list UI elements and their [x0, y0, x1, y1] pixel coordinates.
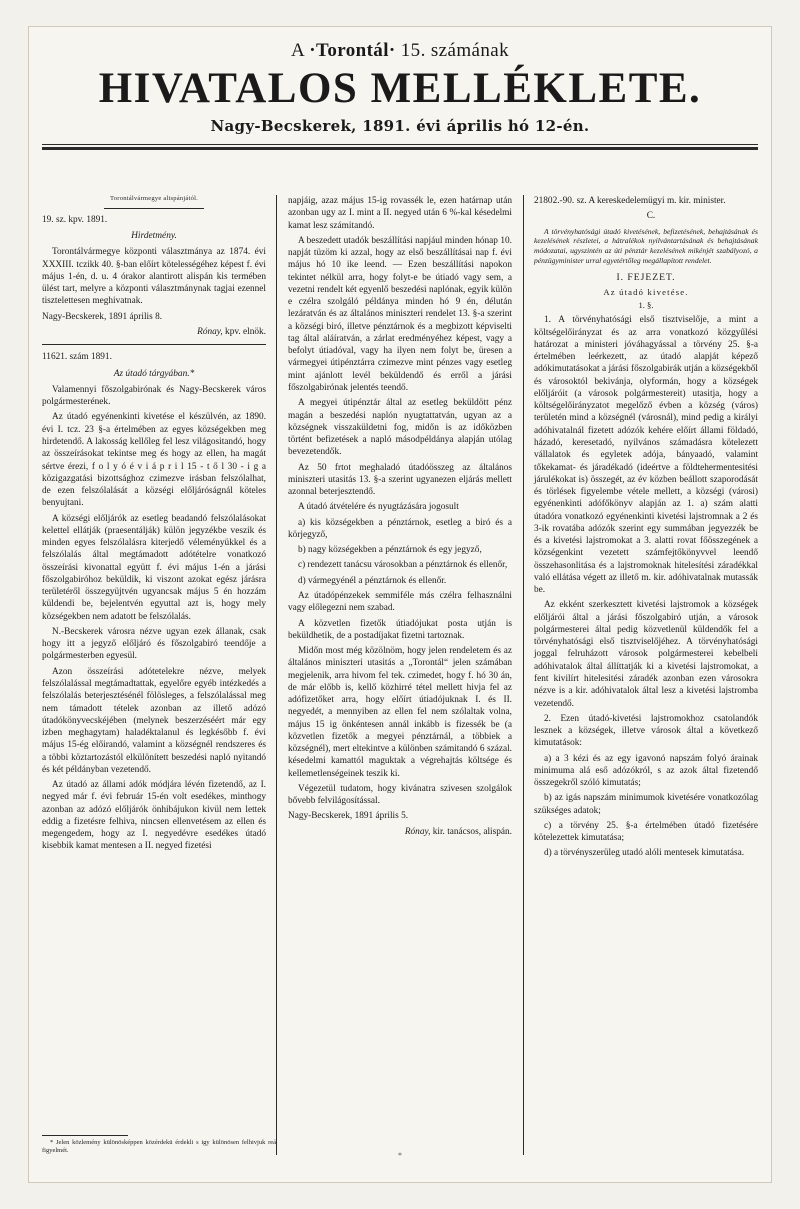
col3-chapter-heading: I. FEJEZET. — [616, 271, 676, 283]
col2-list-item-c: c) rendezett tanácsu városokban a pénztárnok és ellenőr, — [297, 560, 508, 571]
col2-signature-name: Rónay, — [404, 826, 431, 837]
masthead-rule-thick — [42, 147, 758, 150]
col1-signature — [42, 326, 266, 338]
col1-date-line: Nagy-Becskerek, 1891 április 8. — [42, 311, 163, 322]
masthead-issue-line — [42, 40, 758, 62]
col3-list-item-c: c) a törvény 25. §-a értelmében útadó fizetésére kötelezettek kimutatása; — [533, 820, 758, 844]
col2-paragraph-2: A beszedett utadók beszállítási napjául minden hónap 10. napját tüzöm ki azzal, hogy az első beszállításai nap f. évi május hó 10 ike leend. — Ezen beszállítási napokon tekintet nélkül arra, hogy folyt-e be útiadó vagy sem, a vezetni rendelt két egyenlő beszedési naplónak, egyik külön e czélra szolgáló példánya minden hó 9 én, délután lezáratván és az általános miniszteri rendelet 13. §-a szerint a községi biró, illetve pénztárnok és a megbizott képviselti tag által aláíratván, a zárlat eredményéhez képest, vagy a befolyt útiadóval, vagy ha ilyen nem folyt be, üresen a vármegyei útipénztárra czimezve mint pénzes vagy esetleg mint ajánlott levél beküldendő és erről a járási főszolgabirónak jelentés teendő. — [287, 235, 512, 393]
col3-paragraph-1: 1. A törvényhatósági első tisztviselője, a mint a költségelőirányzat és az arra vonatkozó közgyűlési határozat a ministeri jóváhagyással a törvény 25. §-a értelmében leérkezett, az útadó alapját képező adókimutatásokat a járási főszolgabirák utján a községekből és városoktól bekivánja, olyformán, hogy a községek előljáróit (a városok polgármestereit) utasitja, hogy a költségelőirányzatot megelőző évben a község (város) területén mind a községnél (városnál), mind pedig a királyi adóhivatalnál fizetett adózók kehére előírt állami földadó, házadó, keresetadó, nyilvános számadásra kötelezett vállalatok és egyletek adója, bányaadó, valamint tőkekamat- és járadékadó (ideértve a földtehermentesitési járulékokat is) összegét, az év közben beállott szaporodását és törlések figyelembe vétele mellett, a községi (városi) egyénenkinti adófőkönyv alapján az 1. a) szám alatti útadóra vonatkozó egyénenkinti kivetési lajstromnak a 2 és 3-ik rovatába adózók szerint egy summában jegyezzék be és a kivetési lajstromokat a 3. alatti rovat főösszegének a községenkint vezetett számfejtőkönyvvel leendő összehasonlitása és a lajstromoknak hitelesítési záradékkal való ellátása végett az illető m. kir. adóhivatalnak mutassák be. — [533, 315, 758, 596]
col1-office-header: Torontálvármegye alispánjától. — [110, 195, 198, 202]
col1-signature-title: kpv. elnök. — [222, 326, 267, 337]
col3-list-item-d: d) a törvényszerüleg utadó alóli mentesek kimutatása. — [543, 848, 745, 859]
col3-paragraph-2: Az ekként szerkesztett kivetési lajstromok a községek előljárói által a járási főszolgabiró utján, a városok polgármesterei által pedig közvetlenül küldendők fel a törvényhatósági első tisztviselőjéhez. A törvényhatósági joggal felruházott városok polgármesterei kebelbeli adóhivatalok által állíttatják ki a kivetési lajstromokat, a fent kivilírt hitelesitési záradék azonban ezen városokra nézve is a kir. adóhivatalok által lesz a kivetési lajstromba vezetendő. — [533, 600, 758, 709]
col2-paragraph-8: Midőn most még közölnöm, hogy jelen rendeletem és az általános miniszteri utasitás a „Torontál“ jelen számában megjelenik, arra hivom fel tek. czimedet, hogy f. hó 30 án, de már előbb is, kellő közhirré tétel mellett hivja fel az adófizetőket arra, hogy előírt útiadójuknak I. és II. negyedét, a mennyiben az ellen fel nem szólaltak volna, május 15 ig önkéntesen annál inkább is fizessék be (a közvetlen fizetők a megyei pénztárnál, a többiek a községnél), mert eltekintve a különben számitandó 6 százal. késedelmi kamattól maguktak a végrehajtás költsége és kellemetlenségeinek teszik ki. — [287, 646, 512, 779]
col2-paragraph-5: A útadó átvételére és nyugtázására jogosult — [297, 502, 459, 513]
masthead — [42, 40, 758, 150]
col3-decree-number: 21802.-90. sz. A kereskedelemügyi m. kir. minister. — [533, 196, 726, 206]
col1-paragraph-1: Torontálvármegye központi választmánya az 1874. évi XXXIII. tczikk 40. §-ban előírt kötelességéhez képest f. évi május 1-én, d. u. 4 órakor alantirott alispán kis termében ülést tart, melyre a központi választmánynak tagjai ezennel tisztelettesen meghivatnak. — [42, 247, 267, 307]
masthead-rule-thin — [42, 144, 758, 145]
col2-list-item-b: b) nagy községekben a pénztárnok és egy jegyző, — [297, 545, 482, 556]
column-1 — [42, 195, 276, 1155]
col2-paragraph-7: A közvetlen fizetők útiadójukat posta utján is beküldhetik, de a postadíjakat fizetni tartoznak. — [287, 618, 512, 641]
col3-paragraph-symbol: 1. §. — [638, 299, 654, 310]
col1-paragraph-2: Valamennyi főszolgabirónak és Nagy-Becskerek város polgármesterének. — [42, 384, 267, 408]
col3-chapter-subheading: Az útadó kivetése. — [603, 286, 689, 297]
col3-section-letter: C. — [646, 211, 656, 222]
column-3 — [524, 195, 758, 1155]
col1-subject: Az útadó tárgyában.* — [113, 368, 195, 379]
col1-paragraph-5: N.-Becskerek városra nézve ugyan ezek állanak, csak hogy itt a jegyző előljáró és főszolgabiró teendője a polgármesterben egyesül. — [42, 626, 267, 662]
col3-list-item-b: b) az igás napszám minimumok kivetésére vonatkozólag szükséges adatok; — [533, 793, 758, 816]
col1-divider-1 — [104, 208, 204, 209]
col1-paragraph-3: Az útadó egyénenkinti kivetése el készülvén, az 1890. évi I. tcz. 23 §-a értelmében az egyes községekben meg hirdetendő. A lakosság kellőleg fel lesz világositandó, hogy az összeírásokat tekintse meg és hogy az ellen, ha magát sértve érezi, f o l y ó é v i á p r i l 15 - t ő l 30 - i g a közigazgatási bizottsághoz czimezve irásban felszólalhat, de ezen felszólalását a községi előljáróságnál köteles benyujtani. — [42, 412, 267, 509]
col2-paragraph-9: Végezetül tudatom, hogy kivánatra szivesen szolgálok bővebb felvilágosítással. — [287, 783, 512, 807]
col2-signature — [288, 826, 512, 838]
masthead-paper-name: ·Torontál· — [309, 40, 396, 61]
col1-paragraph-4: A községi előljárók az esetleg beadandó felszólalásokat kelettel ellátják (praesentálják) külön jegyzékbe veszik és minden egyes felszólalásra kiterjedő véleményükkel és a felszólalás által megtámadott adótételre vonatkozó összeírási kivonattal együtt f. évi május 1-én a járási főszolgabiróhoz beküldik, ki viszont azokat egész járásra területéről összegyüjtvén ugyancsak május 5 én hozzám küldendi be, bejelentvén egyuttal azt is, hogy mely községekben nem adatott be felszólalás. — [42, 513, 267, 622]
col1-paragraph-7: Az útadó az állami adók módjára lévén fizetendő, az I. negyed már f. évi február 15-én volt esedékes, minthogy azonban az adózó előljárók önhibájukon kivül nem lettek eddig a fizetésre felhiva, nincsen ellenvetésem az ellen és megengedem, hogy az I. negyedévre esedékes útadó kisebbik kamat mentesen a II. negyed fizetési — [42, 780, 267, 852]
col1-number-line: 19. sz. kpv. 1891. — [42, 214, 108, 225]
col3-list-item-a: a) a 3 kézi és az egy igavonó napszám folyó árainak minimuma alá eső adózókról, s az azok által fizetendő összegekről szóló kimutatás; — [533, 753, 758, 789]
masthead-issue-suffix: számának — [430, 40, 509, 61]
col2-paragraph-1: napjáig, azaz május 15-ig rovassék le, ezen határnap után azonban ugy az I. mint a II. negyed után 6 %-kal késedelmi kamat lesz számitandó. — [287, 196, 512, 231]
page-footer-mark: * — [398, 1151, 402, 1160]
col3-intro-italic: A törvényhatósági útadó kivetésének, befizetésének, behajtásának és kezelésének részletei, a hátralékok nyilvántartásának és behajtásának módozatai, ugyszintén az úti pénztár kezelésének mikénjét szabályozó, a pénzügyminister urral egyetértőleg megállapított rendelet. — [533, 226, 758, 266]
col2-list-item-d: d) vármegyénél a pénztárnok és ellenőr. — [297, 575, 447, 586]
col1-number-2: 11621. szám 1891. — [42, 352, 112, 363]
col1-divider-2 — [42, 344, 266, 345]
col2-date-line: Nagy-Becskerek, 1891 április 5. — [287, 811, 409, 822]
col3-paragraph-3: 2. Ezen útadó-kivetési lajstromokhoz csatolandók lesznek a községek, illetve városok által a következő kimutatások: — [533, 713, 758, 749]
col1-paragraph-6: Azon összeírási adótetelekre nézve, melyek felszólalással megtámadtattak, egyelőre egyéb intézkedés a felszólalás beterjesztésénél fölösleges, a felszólalással meg nem támadott tételek azonban az illető adózó útadókönyvecskéjében (melynek beszerzéséért már egy izben meghagytam) haladéktalanul és legkésőbb f. évi május 15-ég előirandó, valamint a községnél rendszeres és a többi köztartozástól elkülönített beszedési napló nyitandó és két példányban vezetendő. — [42, 666, 267, 775]
masthead-issue-number: 15. — [395, 40, 431, 61]
column-container — [42, 195, 758, 1155]
col2-list-item-a: a) kis községekben a pénztárnok, esetleg a biró és a körjegyző, — [287, 517, 512, 540]
col1-signature-name: Rónay, — [197, 326, 223, 337]
masthead-title: HIVATALOS MELLÉKLETE. — [98, 65, 702, 112]
col1-footnote: * Jelen közlemény különösképpen közérdekü érdekli s igy különösen felhivjuk reá figyelmét. — [42, 1138, 277, 1154]
col1-footnote-rule — [42, 1135, 128, 1136]
col2-paragraph-6: Az útadópénzekek semmiféle más czélra felhasználni vagy előlegezni nem szabad. — [287, 590, 512, 614]
masthead-place-date: Nagy-Becskerek, 1891. évi április hó 12-én. — [210, 117, 590, 136]
newspaper-sheet — [42, 40, 758, 1168]
col2-paragraph-4: Az 50 frtot meghaladó útadóösszeg az általános miniszteri utasitás 13. §-a szerint ugyanezen eljárás mellett azonnal beterjesztendő. — [287, 462, 512, 498]
col1-heading: Hirdetmény. — [131, 230, 177, 241]
col2-signature-title: kir. tanácsos, alispán. — [430, 826, 512, 837]
col2-paragraph-3: A megyei útipénztár által az esetleg beküldött pénz magán a beszedési naplón nyugtattatván, ugyan az a községnek visszaküldetni fog, midőn is az időközben történt befizetések a napló másodpéldánya alapján utólag bevezetendők. — [287, 398, 512, 458]
masthead-issue-prefix: A — [291, 40, 310, 61]
column-2 — [277, 195, 523, 1155]
